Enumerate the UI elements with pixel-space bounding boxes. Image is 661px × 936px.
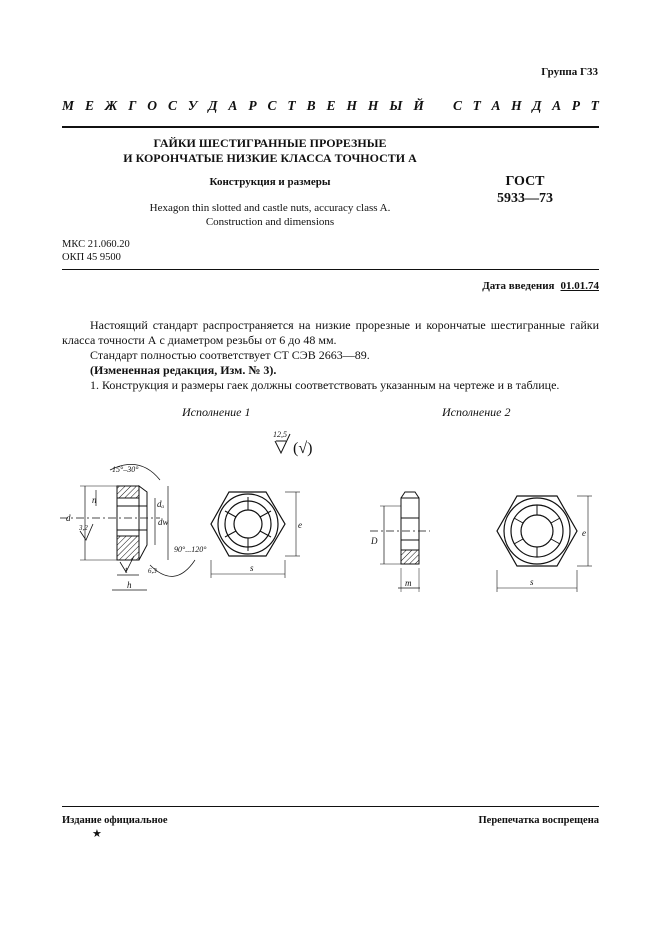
variant-2-side-view <box>370 492 430 592</box>
label-e-1: e <box>298 520 302 530</box>
interstate_word1-letter: Й <box>413 98 424 113</box>
interstate_word1-letter: Е <box>326 98 336 113</box>
label-da: dₐ <box>157 499 165 509</box>
label-e-2: e <box>582 528 586 538</box>
interstate_word1-letter: Н <box>367 98 379 113</box>
label-dw: dw <box>158 517 169 527</box>
paragraph-scope: Настоящий стандарт распространяется на низкие прорезные и корончатые шестигранные гайки класса точности А с диаметром резьбы от 6 до 48 мм. <box>62 318 599 347</box>
label-angle-top: 15°–30° <box>112 465 139 474</box>
gost-number: 5933—73 <box>497 191 553 206</box>
date-label: Дата введения <box>482 280 555 292</box>
paragraph-compliance: Стандарт полностью соответствует СТ СЭВ 2663—89. <box>90 348 370 362</box>
variant-2-top-view <box>497 496 592 592</box>
interstate_word1-letter: С <box>267 98 277 113</box>
interstate_word2-letter: С <box>453 98 463 113</box>
interstate_word1-letter: Г <box>128 98 137 113</box>
interstate_word1-letter: С <box>167 98 177 113</box>
label-h: h <box>127 580 132 590</box>
roughness-value: 12,5 <box>273 430 287 439</box>
interstate_word2-letter: Р <box>571 98 581 113</box>
label-roughness-6-3: 6,3 <box>148 567 157 575</box>
document-subtitle: Конструкция и размеры <box>209 176 331 188</box>
interstate_word1-letter: Д <box>208 98 218 113</box>
interstate_word1-letter: Е <box>84 98 94 113</box>
interstate_word1-letter: Ы <box>389 98 403 113</box>
interstate_word2-letter: Т <box>590 98 599 113</box>
paragraph-construction: 1. Конструкция и размеры гаек должны соответствовать указанным на чертеже и в таблице. <box>90 378 560 392</box>
label-D: D <box>371 536 378 546</box>
interstate_word1-letter: А <box>228 98 238 113</box>
interstate_word1-letter: Т <box>287 98 296 113</box>
english-title-line-2: Construction and dimensions <box>205 216 335 228</box>
gost-label: ГОСТ <box>505 174 545 189</box>
interstate_word1-letter: М <box>62 98 75 113</box>
label-m: m <box>405 578 412 588</box>
reprint-prohibited: Перепечатка воспрещена <box>478 815 599 826</box>
interstate_word1-letter: В <box>306 98 316 113</box>
official-edition: Издание официальное <box>62 815 168 826</box>
label-d: d <box>66 513 71 523</box>
roughness-symbol <box>273 430 312 457</box>
variant-2-label: Исполнение 2 <box>442 405 511 419</box>
label-n: n <box>92 495 97 505</box>
interstate_word1-letter: У <box>187 98 198 113</box>
mks-code: МКС 21.060.20 <box>62 239 130 250</box>
interstate_word2-letter: Н <box>511 98 522 113</box>
paragraph-amendment: (Измененная редакция, Изм. № 3). <box>90 363 277 377</box>
label-angle-side: 90°...120° <box>174 545 207 554</box>
label-roughness-3-2: 3,2 <box>79 524 88 532</box>
roughness-paren: (√) <box>293 440 313 457</box>
okp-code: ОКП 45 9500 <box>62 252 121 263</box>
interstate_word2-letter: Т <box>472 98 481 113</box>
interstate_word1-letter: Н <box>346 98 357 113</box>
label-t: t <box>125 565 128 575</box>
interstate_word1-letter: Р <box>248 98 257 113</box>
title-line-1: ГАЙКИ ШЕСТИГРАННЫЕ ПРОРЕЗНЫЕ <box>153 136 387 150</box>
label-s-1: s <box>250 563 254 573</box>
interstate_word2-letter: А <box>491 98 501 113</box>
interstate_word1-letter: О <box>147 98 158 113</box>
date-value: 01.01.74 <box>560 280 599 292</box>
label-s-2: s <box>530 577 534 587</box>
interstate_word1-letter: Ж <box>104 98 118 113</box>
group-code: Группа Г33 <box>541 66 598 78</box>
interstate_word2-letter: Д <box>532 98 542 113</box>
variant-1-label: Исполнение 1 <box>182 405 251 419</box>
star-icon: ★ <box>92 828 102 840</box>
title-line-2: И КОРОНЧАТЫЕ НИЗКИЕ КЛАССА ТОЧНОСТИ А <box>123 151 417 165</box>
footer-rule <box>62 806 599 807</box>
english-title-line-1: Hexagon thin slotted and castle nuts, accuracy class A. <box>149 202 391 214</box>
variant-1-top-view <box>211 492 300 578</box>
interstate_word2-letter: А <box>552 98 562 113</box>
